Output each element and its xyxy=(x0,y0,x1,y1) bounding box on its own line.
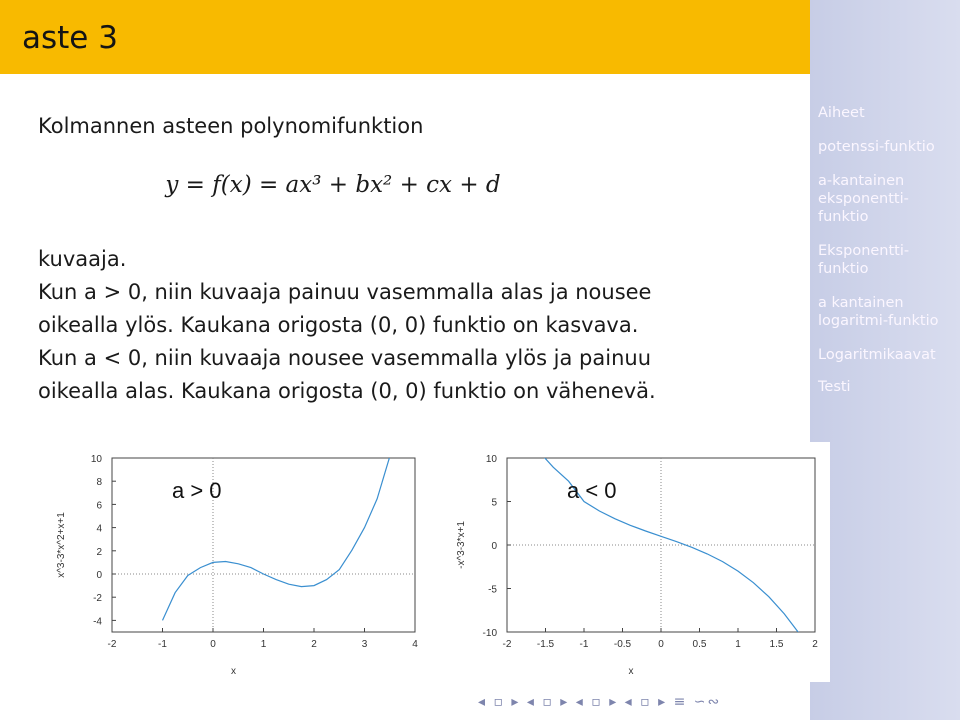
navigation-symbols[interactable]: ◂ ▫ ▸ ◂ ▫ ▸ ◂ ▫ ▸ ◂ ▫ ▸ ≡ ∽∾ xyxy=(478,694,722,710)
plot-a-negative xyxy=(440,442,830,686)
y-tick-label: 10 xyxy=(90,454,102,465)
y-tick-label: 0 xyxy=(96,570,102,581)
x-axis-label: x xyxy=(231,666,236,677)
x-tick-label: -1 xyxy=(158,639,167,650)
x-tick-label: 2 xyxy=(311,639,317,650)
y-axis-label: x^3-3*x^2+x+1 xyxy=(56,512,67,578)
sidebar-item-potenssi-funktio[interactable]: potenssi-funktio xyxy=(818,139,935,155)
x-tick-label: -1 xyxy=(579,639,589,650)
x-tick-label: 4 xyxy=(412,639,418,650)
x-tick-label: 0 xyxy=(210,639,216,650)
chart-a-positive xyxy=(40,442,420,682)
negative-case-line-2: oikealla alas. Kaukana origosta (0, 0) funktio on vähenevä. xyxy=(38,379,656,403)
sidebar xyxy=(810,0,960,720)
negative-case-line-1: Kun a < 0, niin kuvaaja nousee vasemmalla ylös ja painuu xyxy=(38,346,652,370)
x-tick-label: 3 xyxy=(361,639,368,650)
x-tick-label: 0.5 xyxy=(692,639,707,650)
y-tick-label: 0 xyxy=(491,541,497,552)
x-tick-label: 1 xyxy=(735,639,741,650)
sidebar-item-eksponenttifunktio[interactable]: Eksponentti-funktio xyxy=(818,243,910,277)
x-tick-label: -0.5 xyxy=(613,639,632,650)
y-tick-label: 4 xyxy=(96,523,102,535)
plot-annotation: a < 0 xyxy=(567,478,617,503)
slide-title: aste 3 xyxy=(22,20,118,56)
x-axis-label: x xyxy=(628,666,634,677)
x-tick-label: 0 xyxy=(658,639,664,650)
x-tick-label: -2 xyxy=(107,639,117,650)
plot-annotation: a > 0 xyxy=(172,478,222,503)
y-tick-label: 6 xyxy=(96,500,102,512)
plot-a-positive xyxy=(40,442,420,686)
sidebar-item-a-kantainen-eksponenttifunktio[interactable]: a-kantainen eksponentti-funktio xyxy=(818,173,909,225)
sidebar-item-aiheet[interactable]: Aiheet xyxy=(818,105,865,121)
positive-case-line-2: oikealla ylös. Kaukana origosta (0, 0) funktio on kasvava. xyxy=(38,313,639,337)
beamer-navigation xyxy=(478,694,727,710)
y-tick-label: 8 xyxy=(96,477,102,489)
y-tick-label: -4 xyxy=(93,616,102,628)
y-tick-label: -10 xyxy=(482,628,497,639)
sidebar-item-a-kantainen-logaritmifunktio[interactable]: a kantainen logaritmi-funktio xyxy=(818,295,939,329)
equation xyxy=(38,172,798,198)
x-tick-label: -2 xyxy=(502,639,512,650)
kuvaaja-text: kuvaaja. xyxy=(38,247,127,271)
sidebar-item-logaritmikaavat[interactable]: Logaritmikaavat xyxy=(818,347,936,363)
y-axis-label: -x^3-3*x+1 xyxy=(456,521,467,569)
x-tick-label: 1 xyxy=(260,639,267,650)
x-tick-label: -1.5 xyxy=(536,639,555,650)
plot-area xyxy=(40,442,830,682)
slide-header xyxy=(0,0,810,74)
y-tick-label: 2 xyxy=(96,546,102,558)
plot-frame xyxy=(112,458,415,632)
y-tick-label: -2 xyxy=(93,593,102,605)
positive-case-line-1: Kun a > 0, niin kuvaaja painuu vasemmalla alas ja nousee xyxy=(38,280,652,304)
equation-text: y = f(x) = ax³ + bx² + cx + d xyxy=(165,172,501,198)
y-tick-label: -5 xyxy=(488,584,497,596)
chart-a-negative xyxy=(440,442,830,682)
intro-text: Kolmannen asteen polynomifunktion xyxy=(38,114,424,138)
x-tick-label: 1.5 xyxy=(769,639,784,650)
y-tick-label: 5 xyxy=(491,497,497,509)
x-tick-label: 2 xyxy=(812,639,818,650)
y-tick-label: 10 xyxy=(485,454,497,465)
sidebar-item-testi[interactable]: Testi xyxy=(818,379,851,395)
